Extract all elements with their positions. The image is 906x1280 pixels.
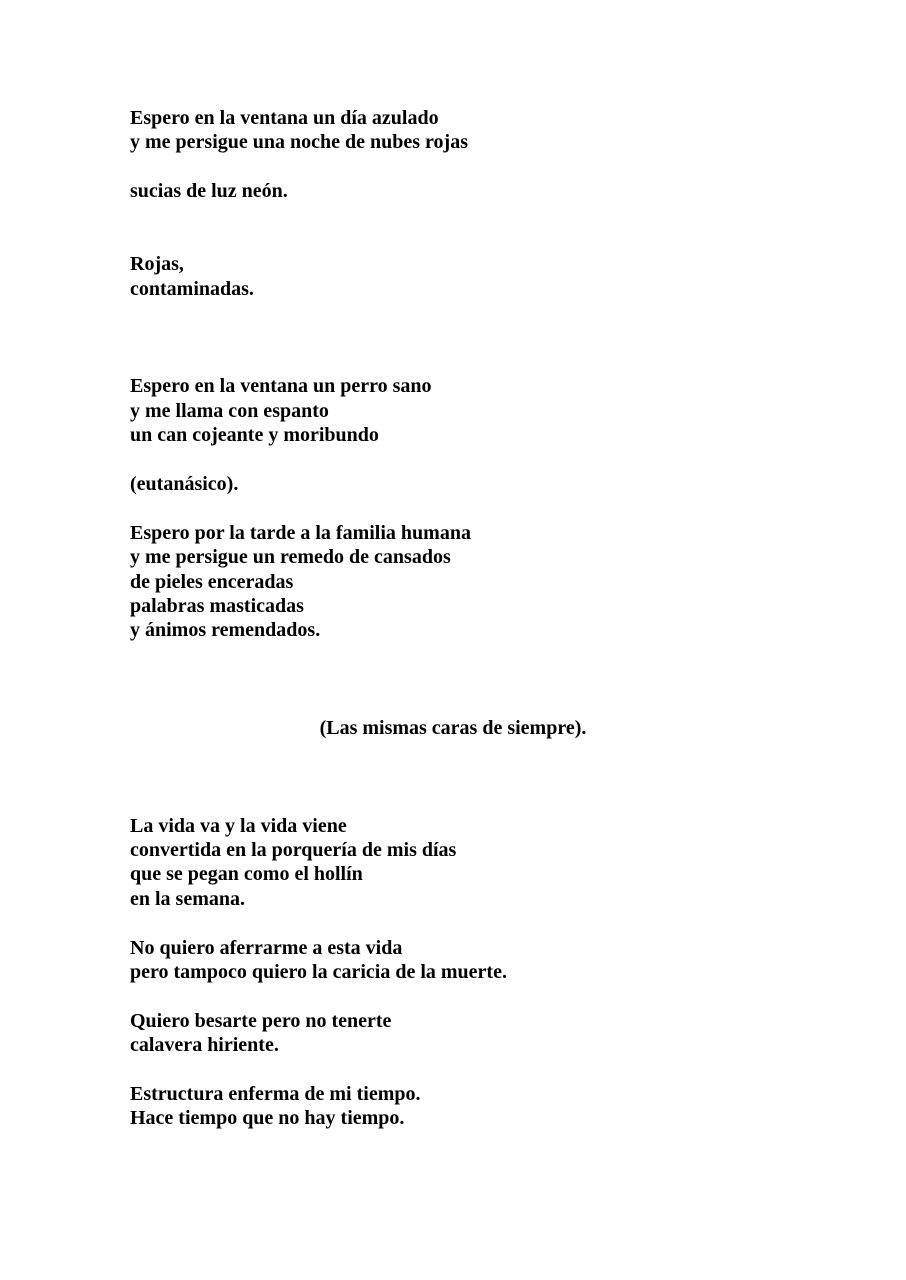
poem-stanza <box>130 374 846 447</box>
poem-line: en la semana. <box>130 887 245 910</box>
poem-line: pero tampoco quiero la caricia de la muerte. <box>130 961 507 984</box>
poem-line: contaminadas. <box>130 277 254 300</box>
poem-stanza-centered <box>0 716 906 740</box>
poem-stanza <box>130 936 846 985</box>
poem-line: Hace tiempo que no hay tiempo. <box>130 1107 405 1130</box>
poem-stanza <box>130 814 846 912</box>
poem-line: Espero por la tarde a la familia humana <box>130 521 471 544</box>
poem-line: palabras masticadas <box>130 595 304 618</box>
poem-line: sucias de luz neón. <box>130 180 288 203</box>
poem-line: Estructura enferma de mi tiempo. <box>130 1083 421 1106</box>
poem-line: (eutanásico). <box>130 473 239 496</box>
poem-line: La vida va y la vida viene <box>130 814 347 837</box>
poem-line: y me llama con espanto <box>130 399 329 422</box>
poem-line: Espero en la ventana un día azulado <box>130 107 439 129</box>
poem-line: Rojas, <box>130 253 184 276</box>
poem-line: No quiero aferrarme a esta vida <box>130 936 403 959</box>
poem-stanza <box>130 252 846 301</box>
poem-line: de pieles enceradas <box>130 570 294 593</box>
poem-stanza <box>130 1082 846 1131</box>
poem-stanza <box>130 106 846 155</box>
poem-stanza <box>130 179 846 203</box>
poem-stanza <box>130 472 846 496</box>
poem-line: y me persigue un remedo de cansados <box>130 546 451 569</box>
poem-stanza <box>130 1009 846 1058</box>
poem-line: convertida en la porquería de mis días <box>130 839 457 862</box>
poem-line: que se pegan como el hollín <box>130 863 363 886</box>
poem-line: un can cojeante y moribundo <box>130 424 379 447</box>
poem-line: y ánimos remendados. <box>130 619 321 642</box>
poem-line: Quiero besarte pero no tenerte <box>130 1009 392 1032</box>
poem-stanza <box>130 521 846 643</box>
poem-line: Espero en la ventana un perro sano <box>130 375 432 398</box>
poem-line: calavera hiriente. <box>130 1034 279 1057</box>
poem-line: y me persigue una noche de nubes rojas <box>130 131 468 154</box>
poem-line: (Las mismas caras de siempre). <box>319 717 587 740</box>
